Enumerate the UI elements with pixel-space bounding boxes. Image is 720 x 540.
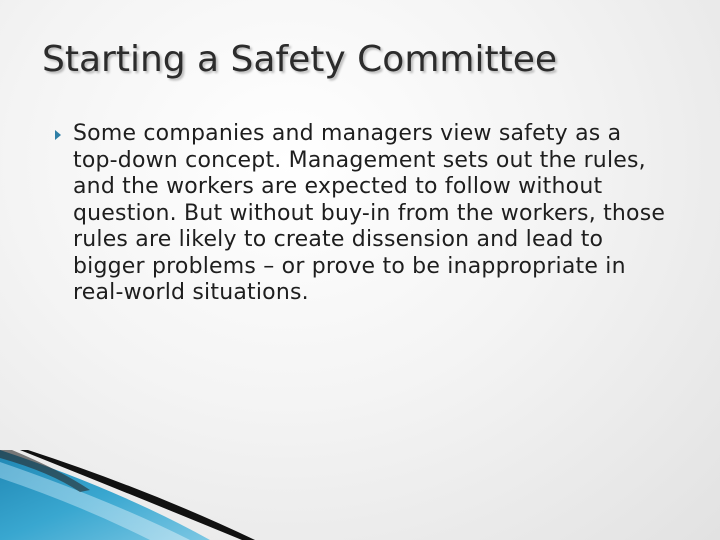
corner-decoration [0, 450, 720, 540]
slide-title: Starting a Safety Committee [42, 39, 557, 80]
triangle-bullet-icon [55, 130, 61, 140]
bullet-text: Some companies and managers view safety as a top-down concept. Management sets out the rules, and the workers are expected to follow without question. But without buy-in from the workers, those rules are likely to create dissension and lead to bigger problems – or prove to be inappropriate in real-world situations. [73, 121, 666, 305]
